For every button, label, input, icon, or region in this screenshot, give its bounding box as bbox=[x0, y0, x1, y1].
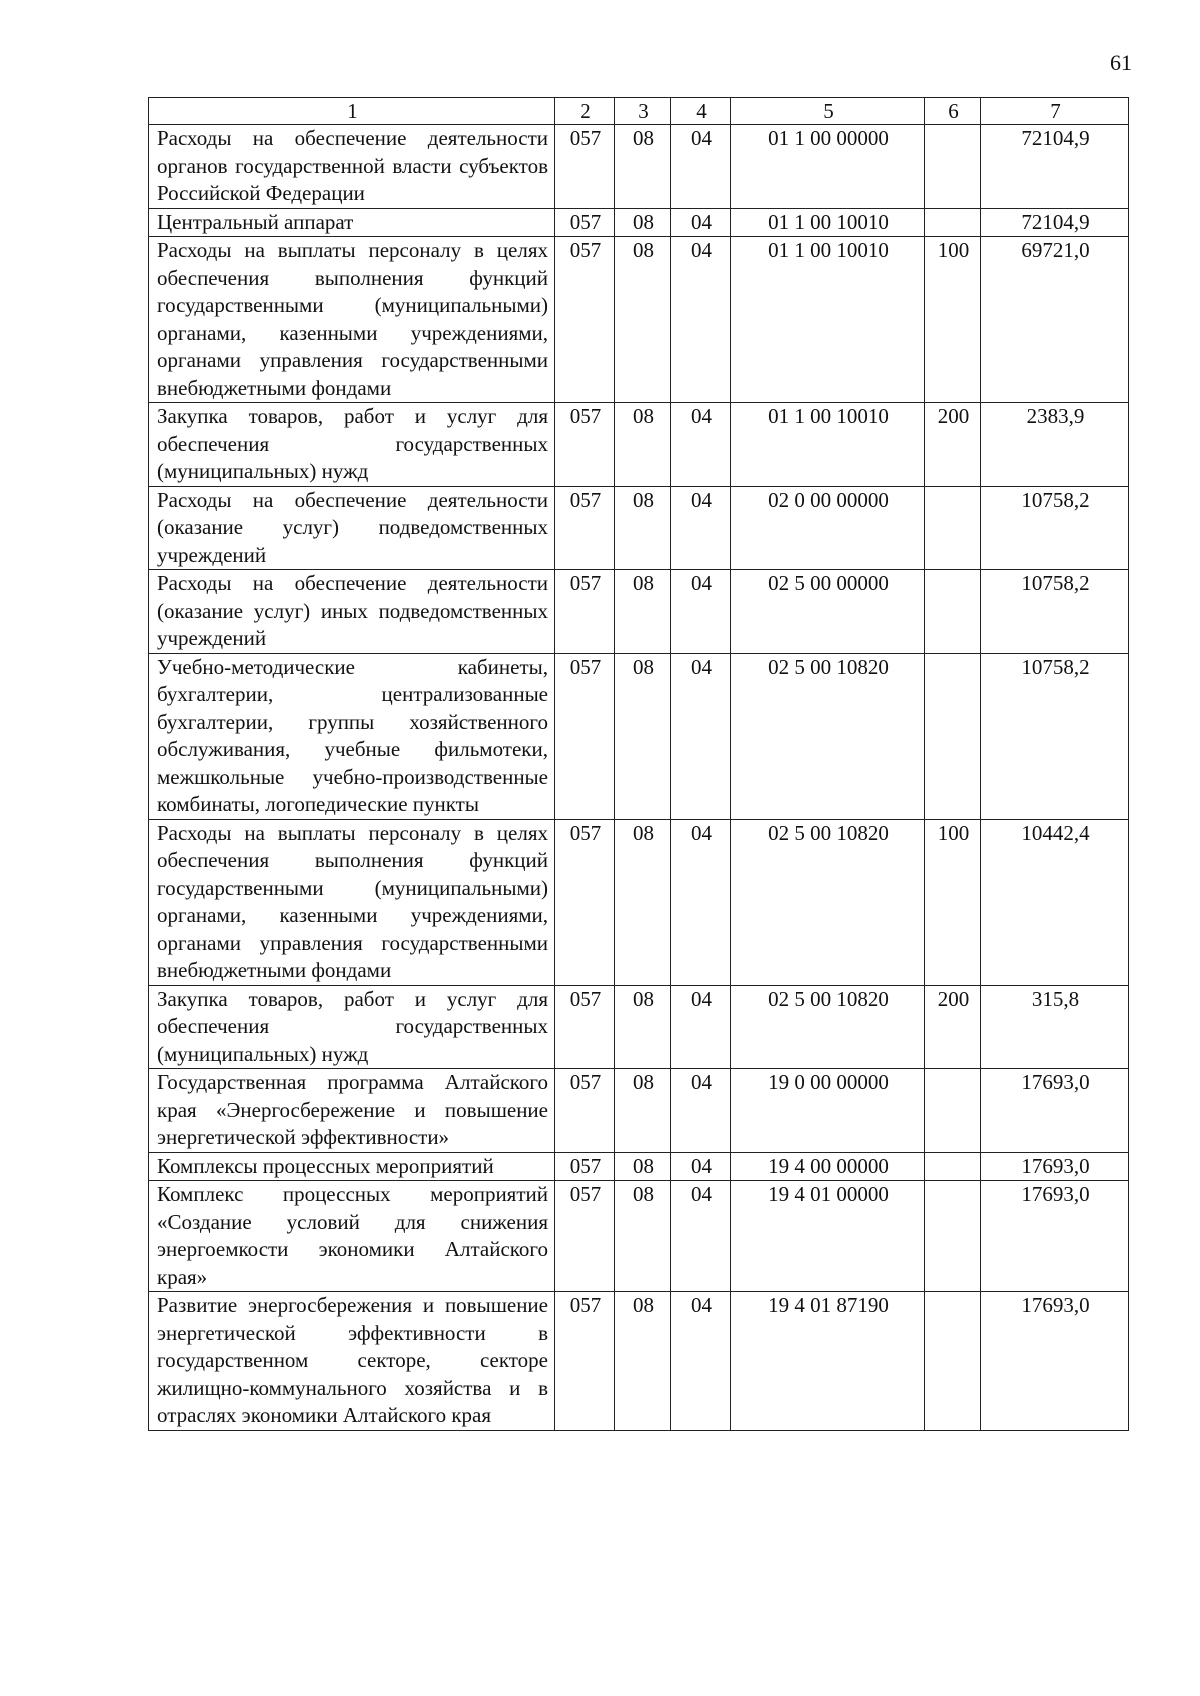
row-code-expense-type: 200 bbox=[925, 985, 981, 1069]
row-amount: 17693,0 bbox=[981, 1069, 1129, 1153]
table-row bbox=[149, 1069, 1129, 1153]
row-code-subsection: 04 bbox=[671, 985, 731, 1069]
table-row bbox=[149, 125, 1129, 209]
table-row bbox=[149, 985, 1129, 1069]
row-code-target: 02 5 00 10820 bbox=[731, 985, 925, 1069]
row-name: Государственная программа Алтайского края «Энергосбережение и повышение энергетической эффективности» bbox=[149, 1069, 555, 1153]
row-code-target: 01 1 00 10010 bbox=[731, 403, 925, 487]
row-code-ministry: 057 bbox=[555, 125, 615, 209]
row-code-section: 08 bbox=[615, 486, 671, 570]
table-row bbox=[149, 486, 1129, 570]
row-code-expense-type bbox=[925, 653, 981, 819]
row-code-ministry: 057 bbox=[555, 1292, 615, 1431]
row-code-subsection: 04 bbox=[671, 1181, 731, 1292]
row-code-section: 08 bbox=[615, 1292, 671, 1431]
row-code-subsection: 04 bbox=[671, 1069, 731, 1153]
row-name: Развитие энергосбережения и повышение энергетической эффективности в государственном секторе, секторе жилищно-коммунального хозяйства и в отраслях экономики Алтайского края bbox=[149, 1292, 555, 1431]
row-code-subsection: 04 bbox=[671, 208, 731, 237]
row-amount: 17693,0 bbox=[981, 1181, 1129, 1292]
row-code-ministry: 057 bbox=[555, 208, 615, 237]
row-name: Расходы на выплаты персоналу в целях обеспечения выполнения функций государственными (муниципальными) органами, казенными учреждениями, органами управления государственными внебюджетными фондами bbox=[149, 819, 555, 985]
row-code-ministry: 057 bbox=[555, 1069, 615, 1153]
row-code-ministry: 057 bbox=[555, 653, 615, 819]
column-header-6: 6 bbox=[925, 98, 981, 125]
row-code-subsection: 04 bbox=[671, 237, 731, 403]
table-row bbox=[149, 1292, 1129, 1431]
column-header-3: 3 bbox=[615, 98, 671, 125]
row-code-section: 08 bbox=[615, 1152, 671, 1181]
row-name: Учебно-методические кабинеты, бухгалтерии, централизованные бухгалтерии, группы хозяйственного обслуживания, учебные фильмотеки, межшкольные учебно-производственные комбинаты, логопедические пункты bbox=[149, 653, 555, 819]
table-row bbox=[149, 819, 1129, 985]
row-code-ministry: 057 bbox=[555, 985, 615, 1069]
row-code-section: 08 bbox=[615, 653, 671, 819]
row-code-expense-type bbox=[925, 486, 981, 570]
page-number: 61 bbox=[1110, 50, 1132, 75]
row-code-expense-type bbox=[925, 1069, 981, 1153]
row-name: Комплексы процессных мероприятий bbox=[149, 1152, 555, 1181]
row-code-target: 01 1 00 00000 bbox=[731, 125, 925, 209]
row-amount: 69721,0 bbox=[981, 237, 1129, 403]
row-code-subsection: 04 bbox=[671, 403, 731, 487]
row-code-target: 01 1 00 10010 bbox=[731, 237, 925, 403]
table-row bbox=[149, 403, 1129, 487]
row-code-section: 08 bbox=[615, 237, 671, 403]
row-code-ministry: 057 bbox=[555, 570, 615, 654]
table-row bbox=[149, 1181, 1129, 1292]
row-name: Расходы на выплаты персоналу в целях обеспечения выполнения функций государственными (муниципальными) органами, казенными учреждениями, органами управления государственными внебюджетными фондами bbox=[149, 237, 555, 403]
row-code-expense-type bbox=[925, 125, 981, 209]
row-code-subsection: 04 bbox=[671, 1292, 731, 1431]
row-code-section: 08 bbox=[615, 125, 671, 209]
budget-table bbox=[148, 97, 1129, 1431]
row-code-expense-type bbox=[925, 1152, 981, 1181]
table-row bbox=[149, 653, 1129, 819]
row-code-expense-type bbox=[925, 1181, 981, 1292]
row-code-expense-type: 100 bbox=[925, 819, 981, 985]
row-name: Закупка товаров, работ и услуг для обеспечения государственных (муниципальных) нужд bbox=[149, 985, 555, 1069]
column-header-7: 7 bbox=[981, 98, 1129, 125]
row-amount: 72104,9 bbox=[981, 208, 1129, 237]
row-amount: 315,8 bbox=[981, 985, 1129, 1069]
table-row bbox=[149, 237, 1129, 403]
row-name: Комплекс процессных мероприятий «Создание условий для снижения энергоемкости экономики Алтайского края» bbox=[149, 1181, 555, 1292]
row-code-expense-type bbox=[925, 570, 981, 654]
row-code-expense-type bbox=[925, 208, 981, 237]
row-code-ministry: 057 bbox=[555, 1152, 615, 1181]
row-code-subsection: 04 bbox=[671, 570, 731, 654]
row-code-expense-type: 100 bbox=[925, 237, 981, 403]
row-code-section: 08 bbox=[615, 208, 671, 237]
row-code-ministry: 057 bbox=[555, 237, 615, 403]
table-body bbox=[149, 125, 1129, 1431]
table-row bbox=[149, 570, 1129, 654]
row-code-target: 19 4 00 00000 bbox=[731, 1152, 925, 1181]
row-code-target: 19 4 01 87190 bbox=[731, 1292, 925, 1431]
row-code-target: 02 5 00 00000 bbox=[731, 570, 925, 654]
row-code-subsection: 04 bbox=[671, 1152, 731, 1181]
column-header-5: 5 bbox=[731, 98, 925, 125]
row-code-subsection: 04 bbox=[671, 125, 731, 209]
row-code-subsection: 04 bbox=[671, 653, 731, 819]
row-code-target: 02 5 00 10820 bbox=[731, 653, 925, 819]
row-code-target: 19 0 00 00000 bbox=[731, 1069, 925, 1153]
row-code-target: 01 1 00 10010 bbox=[731, 208, 925, 237]
table-row bbox=[149, 208, 1129, 237]
row-code-target: 19 4 01 00000 bbox=[731, 1181, 925, 1292]
row-name: Закупка товаров, работ и услуг для обеспечения государственных (муниципальных) нужд bbox=[149, 403, 555, 487]
row-code-ministry: 057 bbox=[555, 1181, 615, 1292]
row-code-subsection: 04 bbox=[671, 819, 731, 985]
row-amount: 10442,4 bbox=[981, 819, 1129, 985]
column-header-1: 1 bbox=[149, 98, 555, 125]
row-amount: 72104,9 bbox=[981, 125, 1129, 209]
row-amount: 10758,2 bbox=[981, 570, 1129, 654]
column-header-2: 2 bbox=[555, 98, 615, 125]
table-row bbox=[149, 1152, 1129, 1181]
row-code-target: 02 0 00 00000 bbox=[731, 486, 925, 570]
row-name: Расходы на обеспечение деятельности (оказание услуг) подведомственных учреждений bbox=[149, 486, 555, 570]
row-code-section: 08 bbox=[615, 985, 671, 1069]
row-amount: 17693,0 bbox=[981, 1152, 1129, 1181]
row-amount: 17693,0 bbox=[981, 1292, 1129, 1431]
row-code-section: 08 bbox=[615, 1069, 671, 1153]
row-name: Расходы на обеспечение деятельности (оказание услуг) иных подведомственных учреждений bbox=[149, 570, 555, 654]
row-amount: 10758,2 bbox=[981, 653, 1129, 819]
column-header-4: 4 bbox=[671, 98, 731, 125]
row-code-ministry: 057 bbox=[555, 819, 615, 985]
table-header-row bbox=[149, 98, 1129, 125]
row-code-expense-type bbox=[925, 1292, 981, 1431]
row-code-section: 08 bbox=[615, 1181, 671, 1292]
row-code-target: 02 5 00 10820 bbox=[731, 819, 925, 985]
row-code-section: 08 bbox=[615, 570, 671, 654]
row-code-section: 08 bbox=[615, 819, 671, 985]
row-name: Расходы на обеспечение деятельности органов государственной власти субъектов Российской Федерации bbox=[149, 125, 555, 209]
row-code-ministry: 057 bbox=[555, 403, 615, 487]
row-amount: 2383,9 bbox=[981, 403, 1129, 487]
row-code-section: 08 bbox=[615, 403, 671, 487]
row-amount: 10758,2 bbox=[981, 486, 1129, 570]
row-code-ministry: 057 bbox=[555, 486, 615, 570]
row-code-expense-type: 200 bbox=[925, 403, 981, 487]
row-code-subsection: 04 bbox=[671, 486, 731, 570]
row-name: Центральный аппарат bbox=[149, 208, 555, 237]
